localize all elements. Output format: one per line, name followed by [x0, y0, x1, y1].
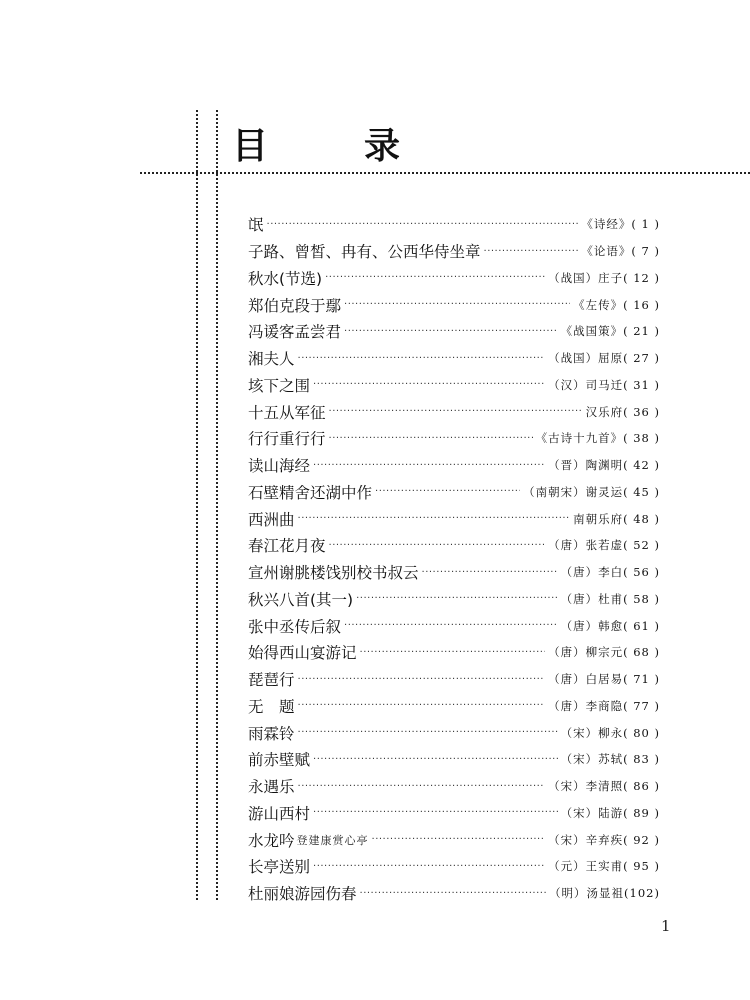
- toc-entry-source-page: （宋）柳永( 80 ): [560, 725, 660, 740]
- toc-entry-title: 春江花月夜: [248, 537, 326, 556]
- dot-leader: [298, 781, 546, 792]
- toc-entry[interactable]: [248, 666, 660, 693]
- dot-leader: [298, 513, 571, 524]
- vertical-dotted-rule-right: [216, 110, 218, 900]
- toc-entry-source-page: （战国）庄子( 12 ): [548, 270, 660, 285]
- toc-entry[interactable]: [248, 800, 660, 827]
- dot-leader: [313, 861, 545, 872]
- toc-entry-source-page: （汉）司马迁( 31 ): [548, 377, 660, 392]
- toc-entry-source-page: 《古诗十九首》( 38 ): [535, 431, 660, 446]
- dot-leader: [329, 433, 533, 444]
- dot-leader: [344, 620, 558, 631]
- toc-entry[interactable]: [248, 880, 660, 907]
- page-number: 1: [661, 917, 671, 935]
- dot-leader: [313, 807, 558, 818]
- page-title: 目 录: [232, 125, 431, 167]
- toc-entry-source-page: （唐）杜甫( 58 ): [560, 591, 660, 606]
- toc-entry[interactable]: [248, 291, 660, 318]
- toc-entry-title: 读山海经: [248, 457, 311, 476]
- toc-entry-title: 宣州谢朓楼饯别校书叔云: [248, 564, 419, 583]
- dot-leader: [329, 540, 546, 551]
- toc-entry-title: 杜丽娘游园伤春: [248, 885, 357, 904]
- toc-entry[interactable]: [248, 372, 660, 399]
- toc-entry-source-page: （唐）韩愈( 61 ): [560, 618, 660, 633]
- toc-entry-title: 冯谖客孟尝君: [248, 323, 342, 342]
- toc-entry-title: 前赤壁赋: [248, 751, 311, 770]
- toc-entry-source-page: （唐）柳宗元( 68 ): [548, 645, 660, 660]
- toc-entry-source-page: （明）汤显祖(102): [549, 886, 660, 901]
- dot-leader: [298, 700, 546, 711]
- toc-entry[interactable]: [248, 345, 660, 372]
- toc-entry-source-page: （唐）白居易( 71 ): [548, 672, 660, 687]
- toc-entry-source-page: （宋）辛弃疾( 92 ): [548, 832, 660, 847]
- toc-entry-title: 琵琶行: [248, 671, 295, 690]
- dot-leader: [325, 272, 545, 283]
- toc-entry-source-page: 南朝乐府( 48 ): [573, 511, 660, 526]
- toc-entry[interactable]: [248, 452, 660, 479]
- toc-entry-title: 西洲曲: [248, 510, 295, 529]
- toc-entry[interactable]: [248, 559, 660, 586]
- toc-entry-title: 水龙吟: [248, 831, 295, 850]
- dot-leader: [356, 593, 557, 604]
- dot-leader: [313, 754, 558, 765]
- dot-leader: [298, 727, 558, 738]
- table-of-contents: [248, 211, 660, 907]
- toc-entry-title: 永遇乐: [248, 778, 295, 797]
- dot-leader: [422, 567, 558, 578]
- dot-leader: [344, 299, 570, 310]
- toc-entry[interactable]: [248, 425, 660, 452]
- toc-entry-source-page: 汉乐府( 36 ): [585, 404, 660, 419]
- toc-entry[interactable]: [248, 586, 660, 613]
- toc-entry-title: 子路、曾皙、冉有、公西华侍坐章: [248, 243, 481, 262]
- toc-entry-title: 雨霖铃: [248, 724, 295, 743]
- dot-leader: [298, 674, 546, 685]
- toc-entry-title: 湘夫人: [248, 350, 295, 369]
- toc-entry-source-page: （宋）陆游( 89 ): [560, 805, 660, 820]
- dot-leader: [360, 647, 546, 658]
- toc-entry-subtitle: 登建康赏心亭: [296, 833, 369, 847]
- dot-leader: [375, 486, 520, 497]
- toc-entry-source-page: 《左传》( 16 ): [573, 297, 660, 312]
- toc-entry[interactable]: [248, 479, 660, 506]
- toc-entry[interactable]: [248, 318, 660, 345]
- toc-entry-title: 张中丞传后叙: [248, 617, 342, 636]
- toc-entry[interactable]: [248, 826, 660, 853]
- horizontal-dotted-rule: [140, 172, 750, 174]
- toc-entry-source-page: 《诗经》( 1 ): [581, 217, 660, 232]
- toc-entry-title: 十五从军征: [248, 403, 326, 422]
- toc-entry-title: 石壁精舍还湖中作: [248, 483, 373, 502]
- toc-entry-title: 氓: [248, 216, 264, 235]
- dot-leader: [313, 379, 545, 390]
- toc-entry-title: 行行重行行: [248, 430, 326, 449]
- toc-entry[interactable]: [248, 693, 660, 720]
- toc-entry-source-page: （宋）李清照( 86 ): [548, 779, 660, 794]
- toc-entry-source-page: （战国）屈原( 27 ): [548, 351, 660, 366]
- toc-entry-source-page: 《论语》( 7 ): [581, 244, 660, 259]
- dot-leader: [372, 834, 546, 845]
- toc-entry-source-page: （晋）陶渊明( 42 ): [548, 458, 660, 473]
- toc-entry-source-page: （宋）苏轼( 83 ): [560, 752, 660, 767]
- dot-leader: [344, 326, 558, 337]
- toc-entry-source-page: 《战国策》( 21 ): [560, 324, 660, 339]
- toc-entry-title: 垓下之围: [248, 376, 311, 395]
- toc-entry[interactable]: [248, 505, 660, 532]
- toc-entry[interactable]: [248, 719, 660, 746]
- toc-entry[interactable]: [248, 265, 660, 292]
- toc-entry-source-page: （唐）李白( 56 ): [560, 565, 660, 580]
- toc-entry-title: 郑伯克段于鄢: [248, 296, 342, 315]
- toc-entry[interactable]: [248, 398, 660, 425]
- toc-entry-title: 始得西山宴游记: [248, 644, 357, 663]
- dot-leader: [329, 406, 583, 417]
- toc-entry[interactable]: [248, 238, 660, 265]
- dot-leader: [360, 888, 547, 899]
- toc-entry-title: 秋水(节选): [248, 269, 323, 288]
- toc-entry[interactable]: [248, 746, 660, 773]
- toc-entry-source-page: （唐）张若虚( 52 ): [548, 538, 660, 553]
- toc-entry-title: 秋兴八首(其一): [248, 590, 354, 609]
- toc-entry-source-page: （唐）李商隐( 77 ): [548, 698, 660, 713]
- toc-entry-title: 无 题: [248, 697, 295, 716]
- dot-leader: [313, 460, 545, 471]
- toc-entry-title: 长亭送别: [248, 858, 311, 877]
- toc-entry-source-page: （元）王实甫( 95 ): [548, 859, 660, 874]
- toc-entry-title: 游山西村: [248, 804, 311, 823]
- toc-entry[interactable]: [248, 612, 660, 639]
- toc-entry[interactable]: [248, 853, 660, 880]
- dot-leader: [484, 246, 579, 257]
- vertical-dotted-rule-left: [196, 110, 198, 900]
- toc-entry[interactable]: [248, 773, 660, 800]
- toc-entry[interactable]: [248, 211, 660, 238]
- toc-entry-source-page: （南朝宋）谢灵运( 45 ): [523, 484, 660, 499]
- toc-entry[interactable]: [248, 532, 660, 559]
- toc-entry[interactable]: [248, 639, 660, 666]
- dot-leader: [267, 219, 579, 230]
- dot-leader: [298, 353, 546, 364]
